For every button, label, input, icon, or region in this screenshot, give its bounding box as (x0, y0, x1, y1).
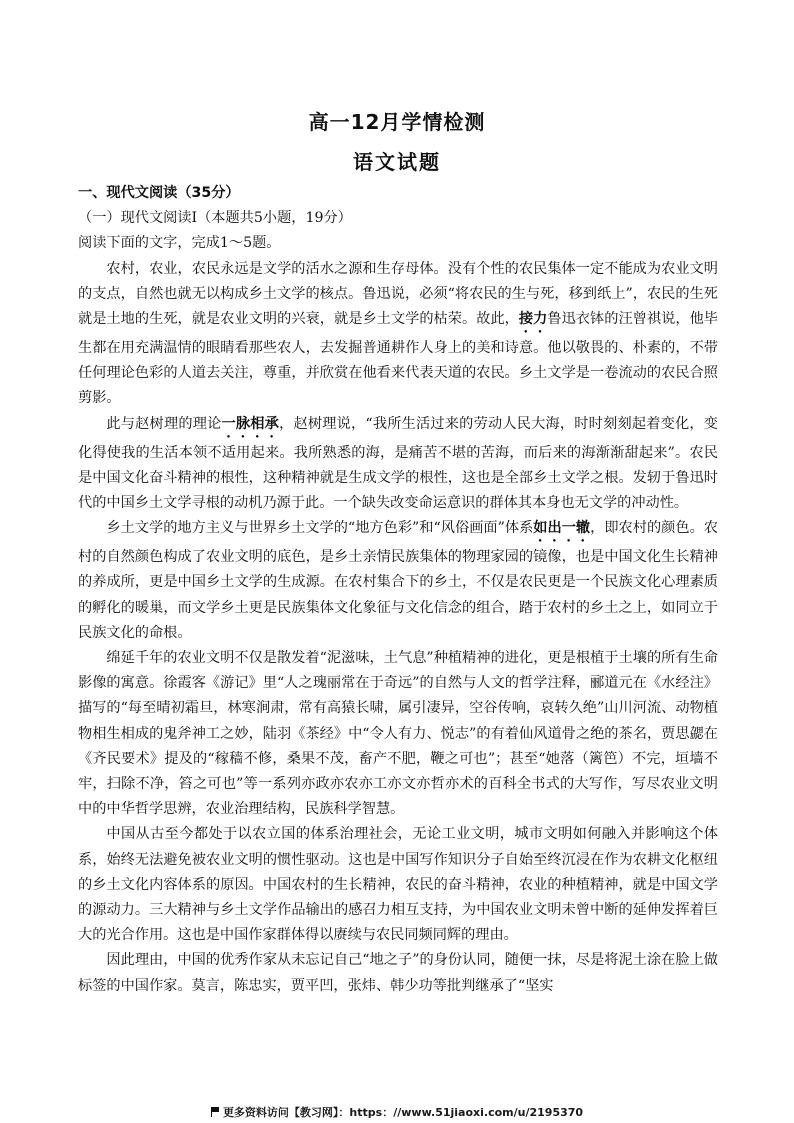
section-subheading: （一）现代文阅读Ⅰ（本题共5小题，19分） (78, 210, 352, 227)
passage-paragraph-3 (78, 516, 718, 646)
emphasized-term-yimaixiangcheng: 一脉相承 (221, 415, 280, 432)
exam-subtitle: 语文试题 (353, 150, 441, 174)
section-heading: 一、现代文阅读（35分） (78, 185, 240, 201)
footer-link[interactable] (0, 1104, 794, 1120)
passage-paragraph-4: 绵延千年的农业文明不仅是散发着“泥滋味，土气息”种植精神的进化，更是根植于土壤的所有生命影像的寓意。徐霞客《游记》里“人之瑰丽常在于奇远”的自然与人文的哲学注释，郦道元在《水经注》描写的“每至晴初霜旦，林寒涧肃，常有高猿长啸，属引凄异，空谷传响，哀转久绝”山川河流、动物植物相生相成的鬼斧神工之妙，陆羽《茶经》中“令人有力、悦志”的有着仙风道骨之绝的茶名，贾思勰在《齐民要术》提及的“稼穑不修，桑果不茂，畜产不肥，鞭之可也”；甚至“她落（篱笆）不完，垣墙不牢，扫除不净，笞之可也”等一系列亦政亦农亦工亦文亦哲亦术的百科全书式的大写作，写尽农业文明中的中华哲学思辨，农业治理结构，民族科学智慧。 (78, 650, 718, 818)
passage-paragraph-2 (78, 412, 718, 517)
paragraph-2-text-b: ，赵树理说，“我所生活过来的劳动人民大海，时时刻刻起着变化，变化得使我的生活本领不适用起来。我所熟悉的海，是痛苦不堪的苦海，而后来的海渐渐甜起来”。农民是中国文化奋斗精神的根性，这种精神就是生成文学的根性，这也是全部乡土文学之根。发轫于鲁迅时代的中国乡土文学寻根的动机乃源于此。一个缺失改变命运意识的群体其本身也无文学的冲动性。 (78, 415, 718, 512)
passage-paragraph-1 (78, 257, 718, 412)
paragraph-1-text: 农村，农业，农民永远是文学的活水之源和生存母体。没有个性的农民集体一定不能成为农业文明的支点，自然也就无以构成乡土文学的核点。鲁迅说，必须“将农民的生与死，移到纸上”，农民的生死就是土地的生死，就是农业文明的兴衰，就是乡土文学的枯荣。故此， (78, 260, 718, 328)
reading-instruction: 阅读下面的文字，完成1～5题。 (78, 235, 281, 252)
flag-icon (211, 1107, 220, 1117)
passage-paragraph-5: 中国从古至今都处于以农立国的体系治理社会，无论工业文明，城市文明如何融入并影响这个体系，始终无法避免被农业文明的惯性驱动。这也是中国写作知识分子自始至终沉浸在作为农耕文化枢纽的乡土文化内容体系的原因。中国农村的生长精神，农民的奋斗精神，农业的种植精神，就是中国文学的源动力。三大精神与乡土文学作品输出的感召力相互支持，为中国农业文明未曾中断的延伸发挥着巨大的光合作用。这也是中国作家群体得以赓续与农民同频同辉的理由。 (78, 826, 718, 944)
exam-content (78, 181, 718, 999)
paragraph-3-text-b: ，即农村的颜色。农村的自然颜色构成了农业文明的底色，是乡土亲情民族集体的物理家园的镜像，也是中国文化生长精神的养成所，更是中国乡土文学的生成源。在农村集合下的乡土，不仅是农民更是一个民族文化心理素质的孵化的暖巢，而文学乡土更是民族集体文化象征与文化信念的组合，踏于农村的乡土之上，如同立于民族文化的命根。 (78, 520, 718, 641)
paragraph-1-rest: 鲁迅衣钵的汪曾祺说，他毕生都在用充满温情的眼睛看那些农人，去发掘普通耕作人身上的美和诗意。他以敬畏的、朴素的，不带任何理论色彩的人道去关注，尊重，并欣赏在他看来代表天道的农民。乡土文学是一卷流动的农民合照剪影。 (78, 311, 718, 407)
passage-paragraph-6: 因此理由，中国的优秀作家从未忘记自己“地之子”的身份认同，随便一抹，尽是将泥土涂在脸上做标签的中国作家。莫言，陈忠实，贾平凹，张炜、韩少功等批判继承了“坚实 (78, 952, 718, 994)
paragraph-3-text-a: 乡土文学的地方主义与世界乡土文学的“地方色彩”和“风俗画面”体系 (106, 520, 534, 537)
emphasized-term-ruchuyizhe: 如出一辙 (533, 520, 591, 537)
footer-text: 更多资料访问【教习网】：https：//www.51jiaoxi.com/u/2195370 (222, 1106, 584, 1119)
paragraph-2-text-a: 此与赵树理的理论 (106, 415, 222, 432)
exam-title: 高一12月学情检测 (308, 110, 486, 134)
emphasized-term-jieli: 接力 (518, 311, 548, 328)
